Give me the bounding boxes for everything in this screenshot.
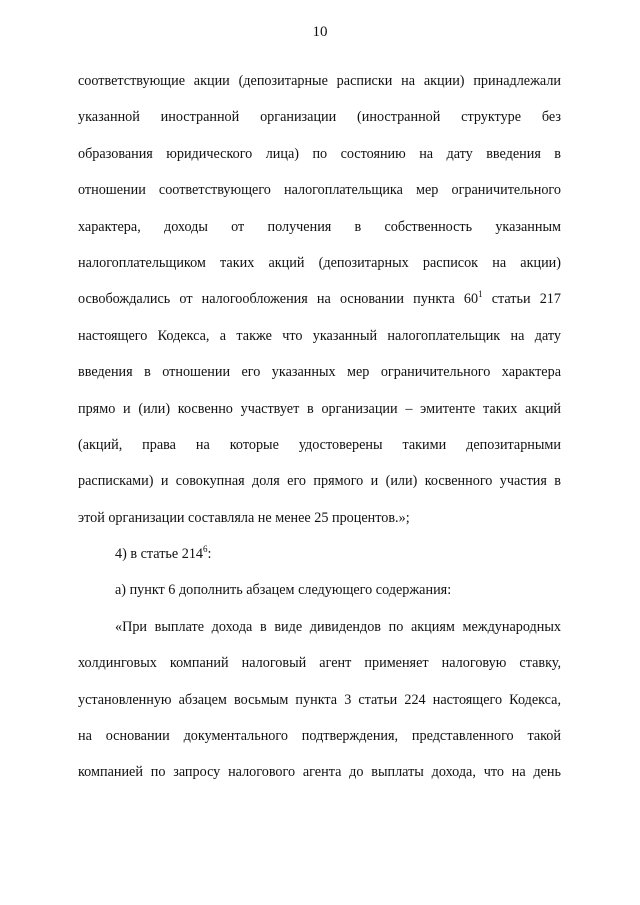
text-line: характера, доходы от получения в собственность указанным bbox=[78, 218, 561, 235]
text-line: образования юридического лица) по состоянию на дату введения в bbox=[78, 145, 561, 162]
text-line: указанной иностранной организации (иностранной структуре без bbox=[78, 109, 561, 126]
text-line: этой организации составляла не менее 25 процентов.»; bbox=[78, 509, 410, 526]
text-line: расписками) и совокупная доля его прямого и (или) косвенного участия в bbox=[78, 473, 561, 490]
text-fragment: : bbox=[207, 546, 212, 563]
quote-line: компанией по запросу налогового агента до выплаты дохода, что на день bbox=[78, 764, 561, 781]
text-line: соответствующие акции (депозитарные расписки на акции) принадлежали bbox=[78, 73, 561, 89]
list-item-a: а) пункт 6 дополнить абзацем следующего содержания: bbox=[115, 582, 452, 599]
quote-line: «При выплате дохода в виде дивидендов по акциям международных bbox=[115, 618, 561, 635]
text-line: настоящего Кодекса, а также что указанный налогоплательщик на дату bbox=[78, 327, 561, 344]
text-fragment: 4) в статье 214 bbox=[115, 546, 204, 563]
text-fragment: статьи 217 bbox=[482, 291, 561, 308]
page-number: 10 bbox=[312, 24, 328, 40]
text-line: налогоплательщиком таких акций (депозитарных расписок на акции) bbox=[78, 254, 561, 271]
list-item-4 bbox=[78, 544, 561, 580]
text-line-with-superscript bbox=[78, 289, 561, 325]
text-line: прямо и (или) косвенно участвует в организации – эмитенте таких акций bbox=[78, 400, 561, 417]
superscript: 6 bbox=[203, 544, 208, 555]
superscript: 1 bbox=[478, 289, 483, 300]
text-line: отношении соответствующего налогоплательщика мер ограничительного bbox=[78, 182, 561, 199]
paragraph-continuation bbox=[78, 71, 561, 799]
quote-line: установленную абзацем восьмым пункта 3 статьи 224 настоящего Кодекса, bbox=[78, 691, 561, 708]
text-line: введения в отношении его указанных мер ограничительного характера bbox=[78, 364, 561, 381]
text-line: (акций, права на которые удостоверены такими депозитарными bbox=[78, 436, 561, 453]
quote-line: на основании документального подтверждения, представленного такой bbox=[78, 728, 561, 745]
text-fragment: освобождались от налогообложения на основании пункта 60 bbox=[78, 291, 479, 308]
quote-line: холдинговых компаний налоговый агент применяет налоговую ставку, bbox=[78, 655, 561, 672]
